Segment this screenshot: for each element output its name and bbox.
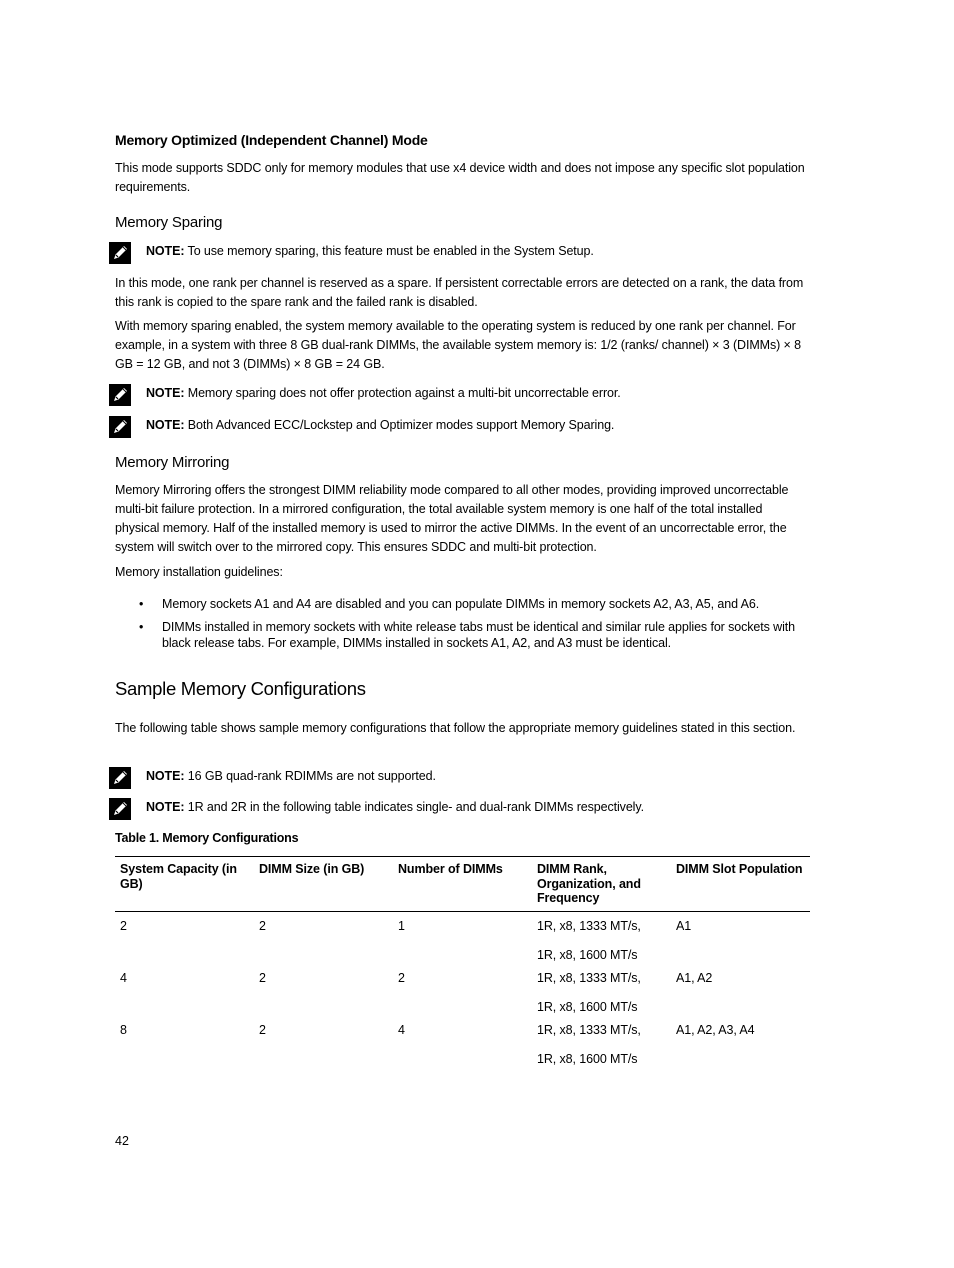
pencil-note-icon <box>109 767 131 789</box>
frequency-line: 1R, x8, 1600 MT/s <box>537 947 638 962</box>
column-header: DIMM Slot Population <box>671 857 810 912</box>
frequency-line: 1R, x8, 1333 MT/s, <box>537 970 641 985</box>
list-item-text: DIMMs installed in memory sockets with white release tabs must be identical and similar rule applies for sockets with black release tabs. For example, DIMMs installed in sockets A1, A2, and A3 must be identical. <box>162 620 795 650</box>
page-number: 42 <box>115 1134 129 1148</box>
table-row <box>115 964 810 1016</box>
table-cell: 2 <box>259 970 266 985</box>
note-text: 16 GB quad-rank RDIMMs are not supported. <box>184 769 436 783</box>
table-cell: 2 <box>259 918 266 933</box>
paragraph-memory-optimized: This mode supports SDDC only for memory modules that use x4 device width and does not impose any specific slot population requirements. <box>115 161 805 194</box>
heading-memory-sparing: Memory Sparing <box>115 214 223 231</box>
frequency-line: 1R, x8, 1600 MT/s <box>537 999 638 1014</box>
heading-memory-mirroring: Memory Mirroring <box>115 454 230 471</box>
note-label: NOTE: <box>146 418 185 432</box>
column-header: DIMM Size (in GB) <box>254 857 393 912</box>
paragraph-installation-guidelines: Memory installation guidelines: <box>115 565 283 579</box>
table-cell: 2 <box>120 918 127 933</box>
guidelines-list <box>115 596 810 658</box>
memory-configurations-table <box>115 856 810 1068</box>
note-text: Memory sparing does not offer protection against a multi-bit uncorrectable error. <box>184 386 621 400</box>
bullet: • <box>139 620 144 634</box>
column-header: Number of DIMMs <box>393 857 532 912</box>
pencil-note-icon <box>109 798 131 820</box>
table-cell: 2 <box>398 970 405 985</box>
column-header: System Capacity (in GB) <box>115 857 254 912</box>
note-text: To use memory sparing, this feature must be enabled in the System Setup. <box>184 244 594 258</box>
table-cell: 2 <box>259 1022 266 1037</box>
table-cell <box>532 964 671 1016</box>
table-cell: A1, A2, A3, A4 <box>676 1022 755 1037</box>
paragraph-sample-configs: The following table shows sample memory configurations that follow the appropriate memory guidelines stated in this section. <box>115 721 796 735</box>
pencil-note-icon <box>109 384 131 406</box>
table-header-row <box>115 857 810 912</box>
list-item-text: Memory sockets A1 and A4 are disabled and you can populate DIMMs in memory sockets A2, A3, A5, and A6. <box>162 597 760 611</box>
table-cell: 1 <box>398 918 405 933</box>
pencil-note-icon <box>109 416 131 438</box>
paragraph-mirroring: Memory Mirroring offers the strongest DIMM reliability mode compared to all other modes, providing improved uncorrectable multi-bit failure protection. In a mirrored configuration, the total available system memory is one half of the total installed physical memory. Half of the installed memory is used to mirror the active DIMMs. In the event of an uncorrectable error, the system will switch over to the mirrored copy. This ensures SDDC and multi-bit protection. <box>115 483 789 554</box>
list-item <box>115 596 810 612</box>
table-cell: 8 <box>120 1022 127 1037</box>
note-label: NOTE: <box>146 800 185 814</box>
table-row <box>115 1016 810 1068</box>
note-label: NOTE: <box>146 244 185 258</box>
paragraph-sparing-rank: In this mode, one rank per channel is reserved as a spare. If persistent correctable errors are detected on a rank, the data from this rank is copied to the spare rank and the failed rank is disabled. <box>115 276 804 309</box>
table-cell <box>532 911 671 964</box>
pencil-note-icon <box>109 242 131 264</box>
table-cell: A1, A2 <box>676 970 713 985</box>
table-cell: A1 <box>676 918 692 933</box>
frequency-line: 1R, x8, 1333 MT/s, <box>537 918 641 933</box>
note-text: 1R and 2R in the following table indicates single- and dual-rank DIMMs respectively. <box>184 800 644 814</box>
frequency-line: 1R, x8, 1600 MT/s <box>537 1051 638 1066</box>
note-label: NOTE: <box>146 769 185 783</box>
table-cell: 4 <box>120 970 127 985</box>
note-label: NOTE: <box>146 386 185 400</box>
note-text: Both Advanced ECC/Lockstep and Optimizer modes support Memory Sparing. <box>184 418 615 432</box>
table-cell: 4 <box>398 1022 405 1037</box>
column-header: DIMM Rank, Organization, and Frequency <box>532 857 671 912</box>
table-row <box>115 911 810 964</box>
list-item <box>115 619 810 651</box>
heading-sample-memory-configurations: Sample Memory Configurations <box>115 678 366 699</box>
bullet: • <box>139 597 144 611</box>
frequency-line: 1R, x8, 1333 MT/s, <box>537 1022 641 1037</box>
table-cell <box>532 1016 671 1068</box>
paragraph-sparing-example: With memory sparing enabled, the system memory available to the operating system is reduced by one rank per channel. For example, in a system with three 8 GB dual-rank DIMMs, the available system memory is: 1/2 (ranks/ channel) × 3 (DIMMs) × 8 GB = 12 GB, and not 3 (DIMMs) × 8 GB = 24 GB. <box>115 319 801 371</box>
heading-memory-optimized: Memory Optimized (Independent Channel) Mode <box>115 132 428 148</box>
table-caption: Table 1. Memory Configurations <box>115 831 299 845</box>
